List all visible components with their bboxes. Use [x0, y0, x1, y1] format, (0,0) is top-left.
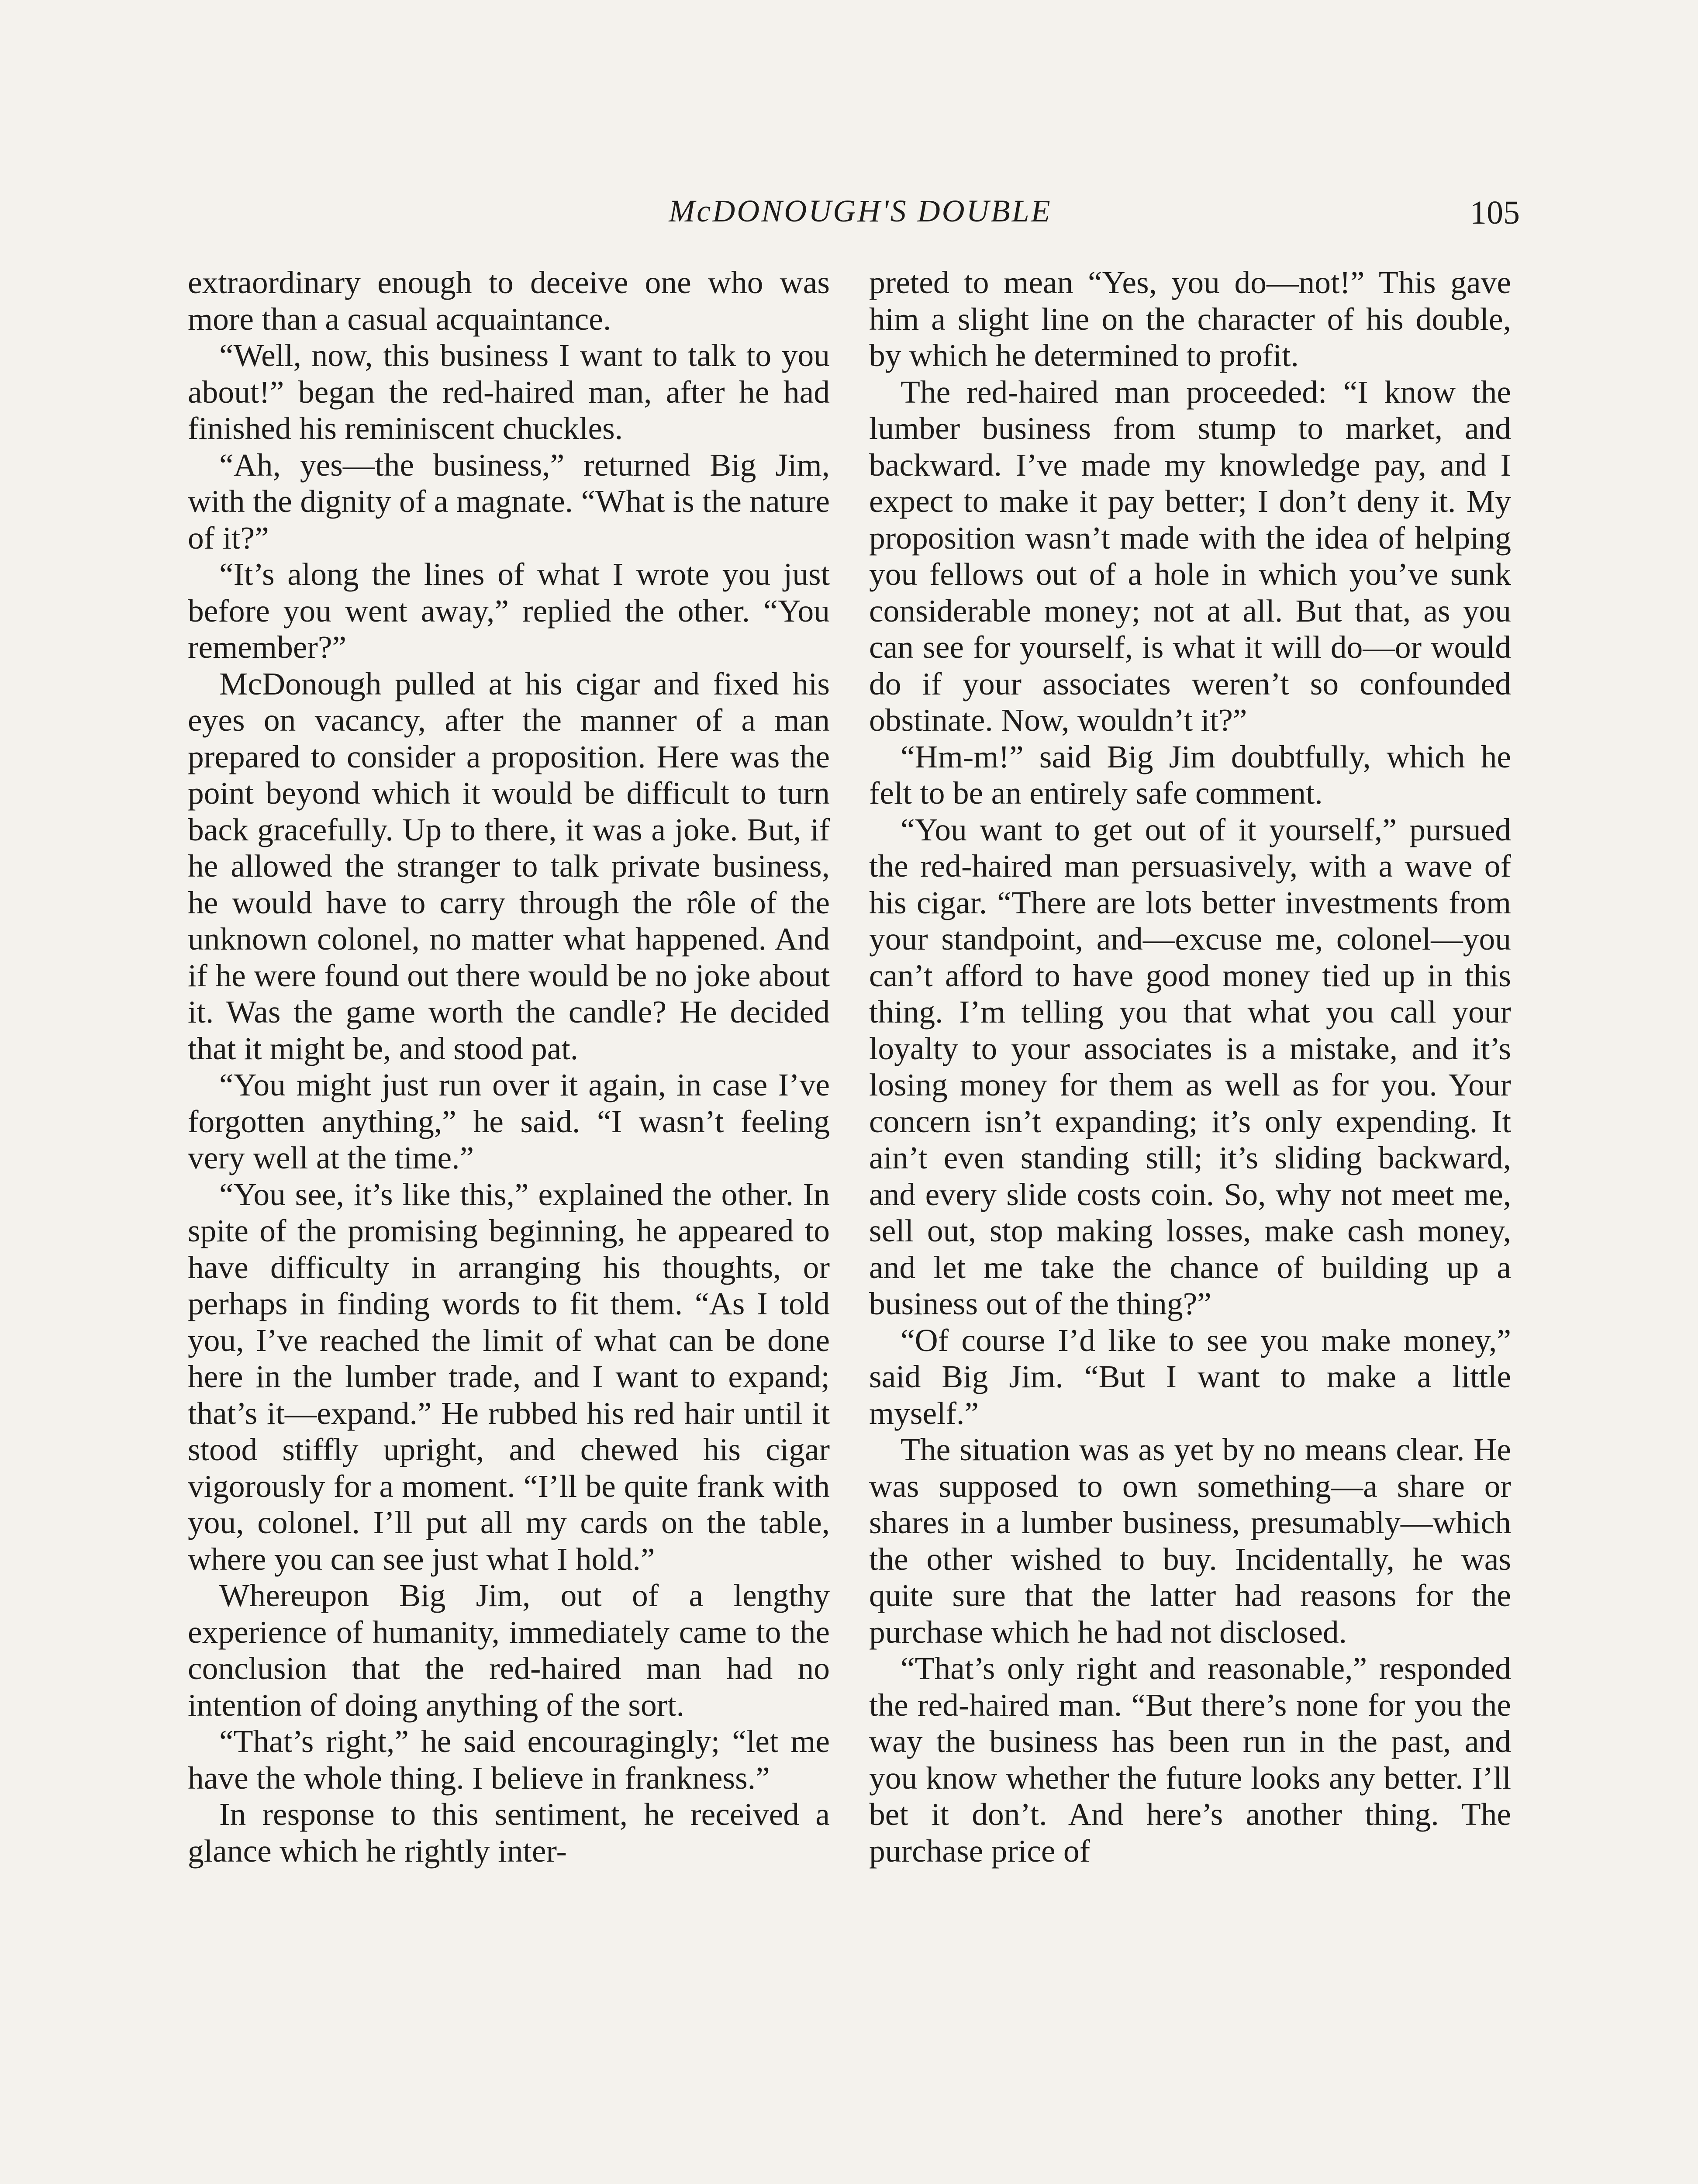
paragraph: “You want to get out of it yourself,” pursued the red-haired man persuasively, with a wave of his cigar. “There are lots better investments from your standpoint, and—excuse me, colonel—you can’t afford to have good money tied up in this thing. I’m telling you that what you call your loyalty to your associates is a mistake, and it’s losing money for them as well as for you. Your concern isn’t expanding; it’s only expending. It ain’t even standing still; it’s sliding backward, and every slide costs coin. So, why not meet me, sell out, stop making losses, make cash money, and let me take the chance of building up a business out of the thing?”	[869, 812, 1511, 1321]
paragraph: “It’s along the lines of what I wrote you just before you went away,” replied the other. “You remember?”	[188, 556, 830, 665]
paragraph: “You see, it’s like this,” explained the other. In spite of the promising beginning, he appeared to have difficulty in arranging his thoughts, or perhaps in finding words to fit them. “As I told you, I’ve reached the limit of what can be done here in the lumber trade, and I want to expand; that’s it—expand.” He rubbed his red hair until it stood stiffly upright, and chewed his cigar vigorously for a moment. “I’ll be quite frank with you, colonel. I’ll put all my cards on the table, where you can see just what I hold.”	[188, 1176, 830, 1577]
paragraph: “That’s right,” he said encouragingly; “let me have the whole thing. I believe in frankness.”	[188, 1724, 830, 1796]
paragraph: “Hm-m!” said Big Jim doubtfully, which he felt to be an entirely safe comment.	[869, 739, 1511, 811]
paragraph: The red-haired man proceeded: “I know the lumber business from stump to market, and backward. I’ve made my knowledge pay, and I expect to make it pay better; I don’t deny it. My proposition wasn’t made with the idea of helping you fellows out of a hole in which you’ve sunk considerable money; not at all. But that, as you can see for yourself, is what it will do—or would do if your associates weren’t so confounded obstinate. Now, wouldn’t it?”	[869, 374, 1511, 738]
paragraph: “Of course I’d like to see you make money,” said Big Jim. “But I want to make a little myself.”	[869, 1322, 1511, 1431]
paragraph: preted to mean “Yes, you do—not!” This gave him a slight line on the character of his double, by which he determined to profit.	[869, 265, 1511, 373]
left-column	[188, 264, 830, 2184]
page-number: 105	[1470, 194, 1520, 231]
right-column	[869, 264, 1511, 2184]
paragraph: “You might just run over it again, in case I’ve forgotten anything,” he said. “I wasn’t feeling very well at the time.”	[188, 1067, 830, 1175]
paragraph: “Ah, yes—the business,” returned Big Jim, with the dignity of a magnate. “What is the nature of it?”	[188, 447, 830, 556]
paragraph: McDonough pulled at his cigar and fixed his eyes on vacancy, after the manner of a man prepared to consider a proposition. Here was the point beyond which it would be difficult to turn back gracefully. Up to there, it was a joke. But, if he allowed the stranger to talk private business, he would have to carry through the rôle of the unknown colonel, no matter what happened. And if he were found out there would be no joke about it. Was the game worth the candle? He decided that it might be, and stood pat.	[188, 666, 830, 1066]
paragraph: Whereupon Big Jim, out of a lengthy experience of humanity, immediately came to the conclusion that the red-haired man had no intention of doing anything of the sort.	[188, 1578, 830, 1723]
paragraph: extraordinary enough to deceive one who was more than a casual acquaintance.	[188, 265, 830, 337]
paragraph: The situation was as yet by no means clear. He was supposed to own something—a share or shares in a lumber business, presumably—which the other wished to buy. Incidentally, he was quite sure that the latter had reasons for the purchase which he had not disclosed.	[869, 1432, 1511, 1650]
paragraph: “That’s only right and reasonable,” responded the red-haired man. “But there’s none for you the way the business has been run in the past, and you know whether the future looks any better. I’ll bet it don’t. And here’s another thing. The purchase price of	[869, 1651, 1511, 1869]
paragraph: “Well, now, this business I want to talk to you about!” began the red-haired man, after he had finished his reminiscent chuckles.	[188, 338, 830, 446]
paragraph: In response to this sentiment, he received a glance which he rightly inter-	[188, 1797, 830, 1869]
running-title: McDONOUGH'S DOUBLE	[669, 194, 1052, 228]
